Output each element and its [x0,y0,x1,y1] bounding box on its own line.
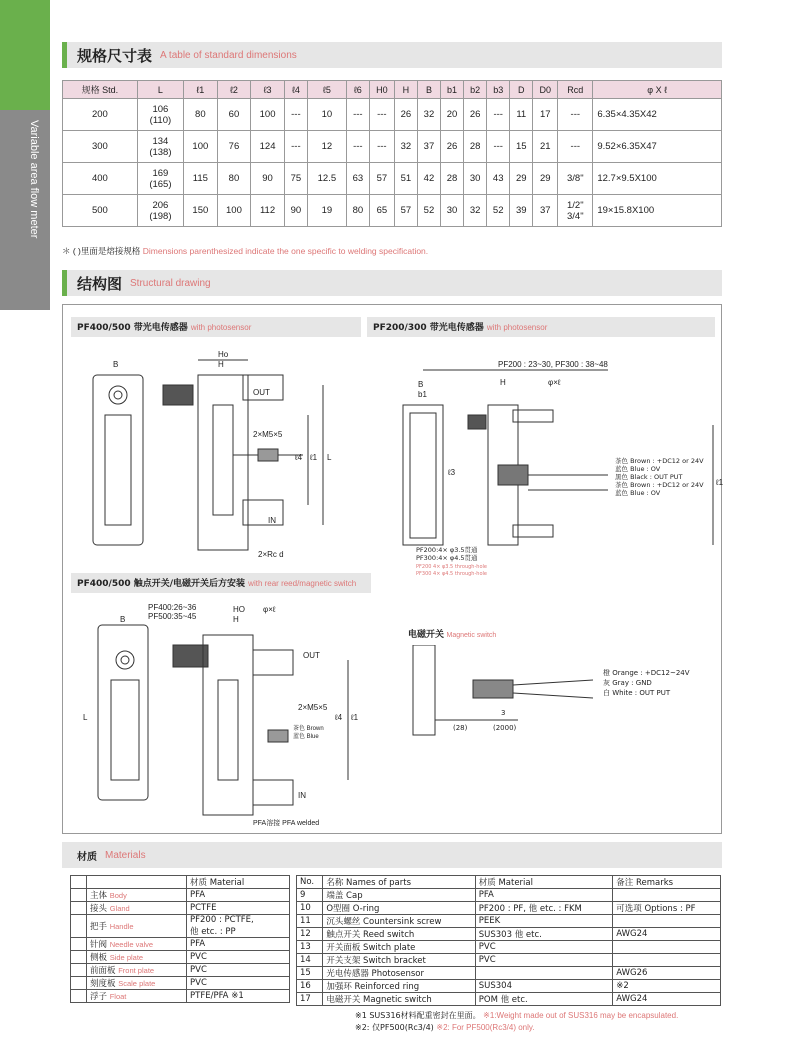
table-row [63,131,722,163]
part-zh: 把手 [90,922,108,932]
mat-cell [613,915,721,928]
dims-cell: 200 [63,99,138,131]
dims-cell: 150 [184,195,218,227]
phl-3: φ×ℓ [263,605,276,614]
part-en: Gland [109,904,130,913]
dims-cell: 100 [184,131,218,163]
dims-cell: 124 [251,131,285,163]
mat-cell: 触点开关 Reed switch [323,928,475,941]
dims-cell: 52 [487,195,510,227]
pfa-welded: PFA溶接 PFA welded [253,820,320,827]
table-row [71,964,290,977]
table-row [297,915,721,928]
mat-cell [613,954,721,967]
dims-cell: 32 [417,99,440,131]
table-row [71,977,290,990]
table-row [71,889,290,902]
dims-header: b2 [464,81,487,99]
dims-header: b1 [441,81,464,99]
table-row [297,928,721,941]
dims-cell: 52 [417,195,440,227]
table-row [71,938,290,951]
table-row [63,163,722,195]
part-zh: 主体 [90,891,108,901]
mat-cell: 17 [297,993,323,1006]
mat-cell: 沉头螺丝 Countersink screw [323,915,475,928]
dims-header: ℓ2 [217,81,251,99]
material-cell: PCTFE [187,902,290,915]
table-row [71,951,290,964]
dims-cell: 32 [464,195,487,227]
sidebar-label: Variable area flow meter [28,120,40,239]
dim-l1: ℓ1 [310,453,318,462]
mat-header: No. [297,876,323,889]
dims-cell: 112 [251,195,285,227]
dims-cell: --- [346,131,369,163]
table-row [297,902,721,915]
in-label: IN [268,516,276,525]
mat-cell: POM 他 etc. [475,993,613,1006]
dims-cell: 76 [217,131,251,163]
dims-cell: --- [369,99,394,131]
dims-cell: 28 [441,163,464,195]
mat-cell: PFA [475,889,613,902]
dims-cell: 37 [417,131,440,163]
mat-cell: 16 [297,980,323,993]
dims-cell: --- [346,99,369,131]
dims-header: ℓ6 [346,81,369,99]
mat-cell: SUS304 [475,980,613,993]
dims-cell: 28 [464,131,487,163]
part-zh: 前面板 [90,966,116,976]
dims-cell: 12 [307,131,346,163]
dim-l: L [327,453,332,462]
dims-cell: 37 [533,195,558,227]
part-en: Body [109,891,127,900]
table-row [297,993,721,1006]
part-zh: 侧板 [90,953,108,963]
dim-h-2: H [500,378,506,387]
pf500-range: PF500:35~45 [148,612,197,621]
dims-cell: 65 [369,195,394,227]
dims-cell: 26 [394,99,417,131]
dims-cell: --- [369,131,394,163]
dim-l4: ℓ4 [295,453,303,462]
part-en: Needle valve [109,940,154,949]
materials-left-table: 材质 Material 主体 Body PFA 接头 Gland PCTFE 把手 Handle PF200 : PCTFE, 他 etc. : PP 针阀 Needle valve PFA 侧板 Side plate PVC 前面板 Front plate PVC 刻度板 Scale plate PVC 浮子 Float PTFE/PFA ※1 [70,875,290,1003]
mat-cell: PEEK [475,915,613,928]
pf200-dim: PF200 : 23~30, PF300 : 38~48 [498,360,608,369]
dims-header: ℓ4 [284,81,307,99]
dims-cell: 15 [510,131,533,163]
dimension-note: ＊ ( )里面是熔接规格 Dimensions parenthesized indicate the one specific to welding specification. [62,246,429,256]
dim-ho: Ho [218,350,229,359]
mat-cell [613,941,721,954]
wire-blue: 蓝色 Blue : OV [615,465,661,473]
mat-header: 名称 Names of parts [323,876,475,889]
table-row [71,902,290,915]
dims-cell: 80 [184,99,218,131]
dims-header: φ X ℓ [593,81,722,99]
drawing-pf400-photosensor [73,345,363,565]
dims-cell: 75 [284,163,307,195]
dims-cell: 206 (198) [137,195,183,227]
dims-cell: 9.52×6.35X47 [593,131,722,163]
table-row [63,195,722,227]
dim-b-3: B [120,615,126,624]
dims-cell: 3/8" [558,163,593,195]
dims-cell: 17 [533,99,558,131]
brown-3: 茶色 Brown [293,726,324,732]
dims-cell: 80 [217,163,251,195]
mat-cell: ※2 [613,980,721,993]
out-3: OUT [303,651,320,660]
pf400-range: PF400:26~36 [148,603,197,612]
table-row [297,941,721,954]
part-en: Handle [109,922,134,931]
dims-cell: 106 (110) [137,99,183,131]
dims-cell: --- [487,131,510,163]
dims-cell: 39 [510,195,533,227]
mat-cell [613,889,721,902]
mat-cell: AWG24 [613,993,721,1006]
dims-cell: 26 [464,99,487,131]
mat-cell: PF200 : PF, 他 etc. : FKM [475,902,613,915]
material-cell: PFA [187,938,290,951]
dims-cell: 30 [441,195,464,227]
mat-cell: O型圈 O-ring [323,902,475,915]
dims-header: L [137,81,183,99]
dim-l3: ℓ3 [448,468,456,477]
part-zh: 浮子 [90,992,108,1002]
material-cell: PFA [187,889,290,902]
drawing-label-pf200-photosensor: PF200/300 带光电传感器 with photosensor [367,317,715,337]
material-cell: PVC [187,977,290,990]
dims-cell: 134 (138) [137,131,183,163]
mag-orange: 橙 Orange : +DC12~24V [603,669,690,677]
m5-3: 2×M5×5 [298,703,328,712]
dims-cell: 100 [217,195,251,227]
mat-cell: PVC [475,954,613,967]
table-row [297,954,721,967]
rcd-label: 2×Rc d [258,550,284,559]
mat-cell: 10 [297,902,323,915]
wire-brown: 茶色 Brown : +DC12 or 24V [615,457,704,465]
dims-cell: 57 [394,195,417,227]
dim-b1: b1 [418,390,427,399]
dims-cell: --- [558,99,593,131]
dims-header: H [394,81,417,99]
table-row [297,889,721,902]
part-zh: 刻度板 [90,979,116,989]
mat-cell: 15 [297,967,323,980]
dims-cell: 26 [441,131,464,163]
mat-cell: 加强环 Reinforced ring [323,980,475,993]
part-en: Float [109,992,127,1001]
hole-pf200-en: PF200 4× φ3.5 through-hole [416,564,487,570]
dims-cell: 90 [284,195,307,227]
drawing-label-pf400-photosensor: PF400/500 带光电传感器 with photosensor [71,317,361,337]
drawing-label-pf400-rear: PF400/500 触点开关/电磁开关后方安装 with rear reed/magnetic switch [71,573,371,593]
part-en: Scale plate [118,979,156,988]
dims-cell: 12.5 [307,163,346,195]
dims-cell: --- [284,131,307,163]
dims-cell: 29 [510,163,533,195]
table-row [297,967,721,980]
dim-l-3: L [83,713,88,722]
mat-cell: 12 [297,928,323,941]
dims-header: b3 [487,81,510,99]
dim-b: B [113,360,119,369]
dims-cell: 11 [510,99,533,131]
dim-b-2: B [418,380,424,389]
section-header-structural: 结构图 Structural drawing [62,270,722,296]
table-row [71,990,290,1003]
dimensions-table [62,80,722,227]
table-row [63,99,722,131]
dim-h-3: H [233,615,239,624]
in-3: IN [298,791,306,800]
hole-pf300: PF300:4× φ4.5贯通 [416,554,478,562]
mat-cell: 13 [297,941,323,954]
material-cell: PF200 : PCTFE, 他 etc. : PP [187,915,290,938]
hole-pf200: PF200:4× φ3.5贯通 [416,546,478,554]
dim-ho-3: HO [233,605,245,614]
dim-l4-3: ℓ4 [335,713,343,722]
materials-right-table [296,875,721,1006]
dims-cell: --- [284,99,307,131]
mat-cell: 14 [297,954,323,967]
dims-cell: 100 [251,99,285,131]
part-zh: 针阀 [90,940,108,950]
mat-cell: 端盖 Cap [323,889,475,902]
material-cell: PVC [187,951,290,964]
mag-2000: (2000) [493,724,517,732]
dims-header: D0 [533,81,558,99]
drawing-pf400-rear [73,600,373,830]
structural-frame [62,304,722,834]
dims-cell: 63 [346,163,369,195]
dims-cell: 29 [533,163,558,195]
out-label: OUT [253,388,270,397]
sidebar-accent [0,0,50,110]
dims-header: B [417,81,440,99]
dims-cell: 57 [369,163,394,195]
blue-3: 蓝色 Blue [293,734,319,740]
mat-header: 材质 Material [475,876,613,889]
dims-cell: --- [487,99,510,131]
material-cell: PTFE/PFA ※1 [187,990,290,1003]
mat-cell: AWG24 [613,928,721,941]
table-row [297,980,721,993]
drawing-magnetic-switch [403,645,713,755]
dims-cell: 500 [63,195,138,227]
mat-cell: 开关支架 Switch bracket [323,954,475,967]
mat-cell: 11 [297,915,323,928]
dims-cell: 10 [307,99,346,131]
dim-h: H [218,360,224,369]
dims-cell: 21 [533,131,558,163]
dims-header: H0 [369,81,394,99]
dims-cell: 42 [417,163,440,195]
dims-cell: 300 [63,131,138,163]
dims-cell: 32 [394,131,417,163]
drawing-pf200-photosensor [368,345,723,585]
dims-header: ℓ3 [251,81,285,99]
dims-cell: 1/2" 3/4" [558,195,593,227]
dims-cell: 43 [487,163,510,195]
dims-header: ℓ1 [184,81,218,99]
dims-cell: 51 [394,163,417,195]
dims-header: D [510,81,533,99]
dims-cell: 400 [63,163,138,195]
dims-cell: 19 [307,195,346,227]
wire-brown-2: 茶色 Brown : +DC12 or 24V [615,481,704,489]
part-zh: 接头 [90,904,108,914]
mag-3: 3 [501,709,506,717]
wire-blue-2: 蓝色 Blue : OV [615,489,661,497]
mat-cell: PVC [475,941,613,954]
dims-cell: 20 [441,99,464,131]
dims-cell: 6.35×4.35X42 [593,99,722,131]
dims-header: 规格 Std. [63,81,138,99]
footnote-1: ※1 SUS316材料配重密封在里面。 ※1:Weight made out of SUS316 may be encapsulated. [355,1011,679,1020]
dims-cell: 12.7×9.5X100 [593,163,722,195]
dims-header: ℓ5 [307,81,346,99]
dims-cell: --- [558,131,593,163]
mag-gray: 灰 Gray : GND [603,679,652,687]
dims-cell: 30 [464,163,487,195]
material-cell: PVC [187,964,290,977]
table-row [71,915,290,938]
section-header-dimensions: 规格尺寸表 A table of standard dimensions [62,42,722,68]
m5-label: 2×M5×5 [253,430,283,439]
dims-cell: 19×15.8X100 [593,195,722,227]
dims-cell: 169 (165) [137,163,183,195]
mat-cell: AWG26 [613,967,721,980]
hole-pf300-en: PF300 4× φ4.5 through-hole [416,571,487,577]
dim-l1-2: ℓ1 [716,478,723,487]
dims-cell: 90 [251,163,285,195]
mat-cell: 光电传感器 Photosensor [323,967,475,980]
footnote-2: ※2: 仅PF500(Rc3/4) ※2: For PF500(Rc3/4) only. [355,1023,535,1032]
dims-header: Rcd [558,81,593,99]
wire-black: 黑色 Black : OUT PUT [615,473,683,481]
mag-white: 白 White : OUT PUT [603,689,671,697]
mat-cell: 开关面板 Switch plate [323,941,475,954]
dim-l1-3: ℓ1 [351,713,359,722]
part-en: Front plate [118,966,155,975]
mat-cell: 9 [297,889,323,902]
dims-cell: 60 [217,99,251,131]
dims-cell: 80 [346,195,369,227]
drawing-label-magnetic: 电磁开关 Magnetic switch [408,629,497,639]
mat-header: 备注 Remarks [613,876,721,889]
part-en: Side plate [109,953,144,962]
section-header-materials: 材质 Materials [62,842,722,868]
mag-28: (28) [453,724,468,732]
mat-cell [475,967,613,980]
mat-cell: 电磁开关 Magnetic switch [323,993,475,1006]
dims-cell: 115 [184,163,218,195]
mat-cell: 可选项 Options : PF [613,902,721,915]
mat-cell: SUS303 他 etc. [475,928,613,941]
phl-label: φ×ℓ [548,378,561,387]
